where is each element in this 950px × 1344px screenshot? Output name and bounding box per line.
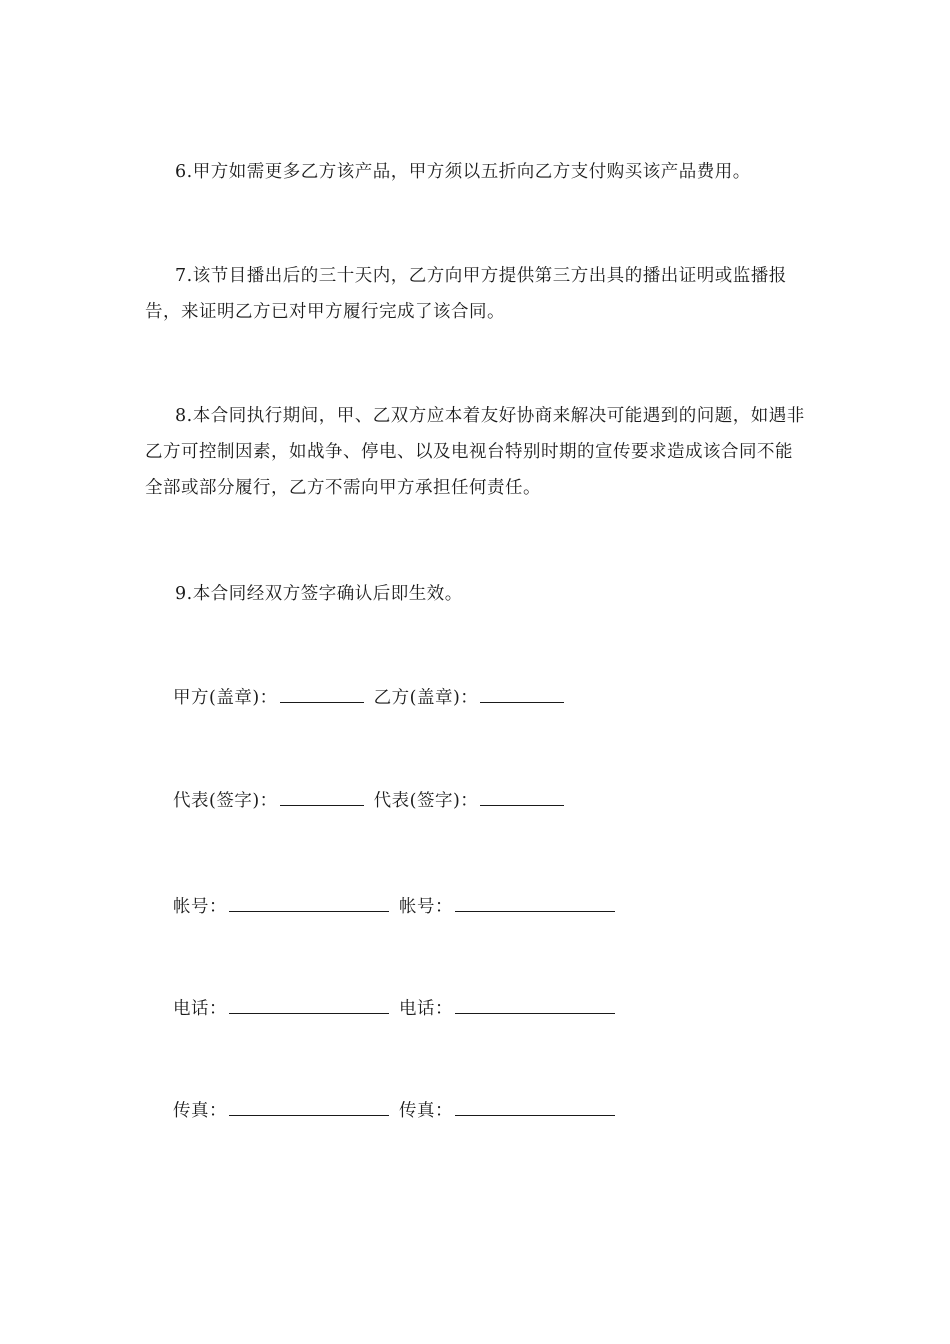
account-row (173, 894, 625, 920)
party-b-account-blank[interactable] (455, 895, 615, 912)
party-a-fax-blank[interactable] (229, 1099, 389, 1116)
party-a-rep-blank[interactable] (280, 789, 364, 806)
party-b-rep-label: 代表(签字)： (373, 791, 479, 811)
party-a-fax-label: 传真： (173, 1101, 227, 1121)
clause-7: 7.该节目播出后的三十天内，乙方向甲方提供第三方出具的播出证明或监播报告，来证明乙方已对甲方履行完成了该合同。 (145, 266, 787, 322)
clause-8: 8.本合同执行期间，甲、乙双方应本着友好协商来解决可能遇到的问题，如遇非乙方可控制因素，如战争、停电、以及电视台特别时期的宣传要求造成该合同不能全部或部分履行，乙方不需向甲方承担任何责任。 (145, 406, 805, 498)
party-a-phone-label: 电话： (173, 999, 227, 1019)
party-b-rep-blank[interactable] (480, 789, 564, 806)
party-b-fax-label: 传真： (399, 1101, 453, 1121)
party-b-seal-blank[interactable] (480, 686, 564, 703)
party-b-seal-label: 乙方(盖章)： (373, 688, 479, 708)
fax-row (173, 1098, 625, 1124)
clause-6: 6.甲方如需更多乙方该产品，甲方须以五折向乙方支付购买该产品费用。 (175, 162, 751, 182)
party-a-phone-blank[interactable] (229, 997, 389, 1014)
party-a-account-blank[interactable] (229, 895, 389, 912)
clause-9: 9.本合同经双方签字确认后即生效。 (175, 584, 463, 604)
phone-row (173, 996, 625, 1022)
seal-row (173, 685, 574, 711)
party-a-seal-blank[interactable] (280, 686, 364, 703)
party-b-phone-blank[interactable] (455, 997, 615, 1014)
party-a-rep-label: 代表(签字)： (173, 791, 278, 811)
party-b-account-label: 帐号： (399, 897, 453, 917)
party-b-fax-blank[interactable] (455, 1099, 615, 1116)
party-a-account-label: 帐号： (173, 897, 227, 917)
party-a-seal-label: 甲方(盖章)： (173, 688, 278, 708)
party-b-phone-label: 电话： (399, 999, 453, 1019)
representative-row (173, 788, 574, 814)
